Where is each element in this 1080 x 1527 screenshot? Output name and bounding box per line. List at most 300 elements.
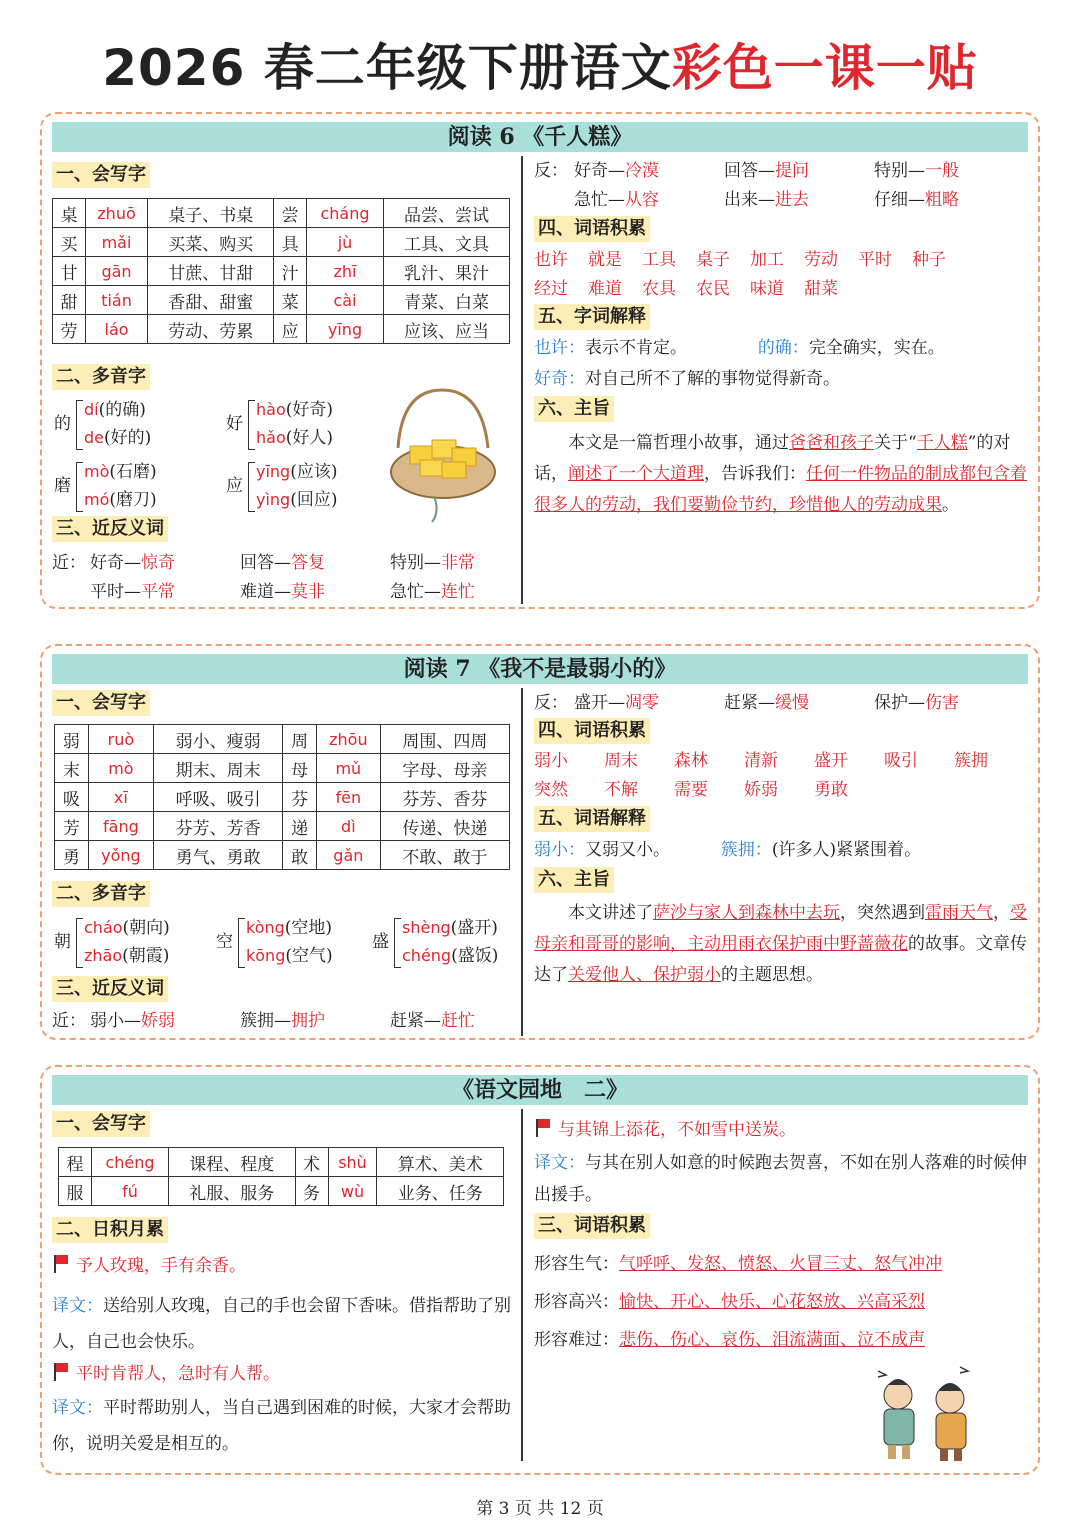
char-cell: 末: [55, 754, 89, 783]
vocab-word: 平时: [858, 250, 892, 270]
word-a: 弱小: [90, 1011, 124, 1031]
lesson-card-1: [40, 112, 1040, 609]
theme-text: 。: [942, 495, 959, 515]
word-pair: [390, 1008, 475, 1034]
example-word: (盛开): [450, 918, 498, 938]
pinyin: hào: [256, 400, 286, 419]
word-b: 平常: [141, 582, 175, 602]
proverb-2-translation: [52, 1390, 512, 1462]
word-b: 凋零: [625, 693, 659, 713]
vocab-word: 清新: [744, 751, 778, 771]
page-footer: 第 3 页 共 12 页: [476, 1499, 604, 1519]
word-a: 特别: [390, 553, 424, 573]
vocab-angry: [534, 1251, 942, 1277]
theme-text: ，突然遇到: [840, 903, 925, 923]
polyphone-reading: [256, 424, 333, 452]
vocab-row-1: [534, 247, 966, 273]
vocab-sad: [534, 1327, 925, 1353]
vocab-word: 弱小: [534, 751, 568, 771]
vocab-label: 形容生气：: [534, 1254, 619, 1274]
pinyin-cell: wù: [328, 1177, 377, 1206]
word-cell: 算术、美术: [377, 1148, 504, 1177]
word-cell: 青菜、白菜: [383, 286, 509, 315]
heading-write: 一、会写字: [52, 1111, 150, 1137]
table-row: [59, 1148, 504, 1177]
word-a: 簇拥: [240, 1011, 274, 1031]
pinyin-cell: zhōu: [316, 725, 380, 754]
table-row: [53, 257, 510, 286]
word-b: 莫非: [291, 582, 325, 602]
char-cell: 周: [283, 725, 317, 754]
table-row: [53, 199, 510, 228]
table-row: [55, 754, 510, 783]
polyphone-reading: [246, 942, 333, 970]
proverb-2: [54, 1361, 280, 1387]
word-cell: 应该、应当: [383, 315, 509, 344]
polyphone-reading: [246, 914, 332, 942]
theme-paragraph: [534, 898, 1028, 991]
dash: —: [758, 190, 775, 210]
vocab-word: 突然: [534, 780, 568, 800]
dash: —: [124, 553, 141, 573]
char-cell: 桌: [53, 199, 86, 228]
vocab-word: 农具: [642, 279, 676, 299]
word-pair: [724, 187, 809, 213]
char-cell: 芬: [283, 783, 317, 812]
dash: —: [274, 553, 291, 573]
polyphone-item: [372, 914, 522, 972]
theme-paragraph: [534, 428, 1028, 521]
vocab-row-1: [534, 748, 1024, 774]
word-cell: 呼吸、吸引: [154, 783, 283, 812]
word-pair: [574, 187, 659, 213]
word-cell: 周围、四周: [380, 725, 509, 754]
word-a: 急忙: [574, 190, 608, 210]
dash: —: [908, 161, 925, 181]
antonym-label: 反：: [534, 161, 568, 181]
pinyin: shèng: [402, 918, 451, 937]
pinyin-cell: xī: [88, 783, 153, 812]
word-b: 缓慢: [775, 693, 809, 713]
children-illustration: [848, 1361, 1008, 1465]
word-cell: 勇气、勇敢: [154, 841, 283, 870]
polyphone-item: [226, 396, 376, 454]
polyphone-char: 应: [226, 476, 243, 496]
vocab-words: 气呼呼、发怒、愤怒、火冒三丈、怒气冲冲: [619, 1254, 942, 1274]
pinyin: mò: [84, 462, 110, 481]
theme-highlight: 受母亲和哥哥的影响，主动用雨衣保护雨中野蔷薇花: [534, 903, 1027, 954]
dash: —: [608, 190, 625, 210]
pinyin: yīng: [256, 462, 291, 481]
word-a: 保护: [874, 693, 908, 713]
char-cell: 具: [274, 228, 307, 257]
theme-highlight: 萨沙与家人到森林中去玩: [653, 903, 840, 923]
example-word: (应该): [290, 462, 338, 482]
theme-highlight: 阐述了一个大道理: [568, 464, 704, 484]
title-black: 2026 春二年级下册语文: [102, 39, 672, 97]
char-cell: 母: [283, 754, 317, 783]
polyphone-reading: [84, 942, 169, 970]
word-pair: [390, 579, 475, 605]
vocab-word: 森林: [674, 751, 708, 771]
vocab-word: 加工: [750, 250, 784, 270]
vocab-word: 工具: [642, 250, 676, 270]
heading-vocab: 四、词语积累: [534, 718, 650, 744]
column-divider: [521, 688, 523, 1036]
section-banner: 《语文园地 二》: [52, 1075, 1028, 1105]
translation-label: 译文：: [534, 1153, 585, 1173]
theme-text: ，告诉我们：: [704, 464, 806, 484]
polyphone-char: 盛: [372, 932, 389, 952]
translation-text: 平时帮助别人，当自己遇到困难的时候，大家才会帮助你，说明关爱是相互的。: [52, 1398, 511, 1454]
explain-term: 簇拥：: [720, 840, 772, 860]
synonym-label: 近：: [52, 553, 86, 573]
dash: —: [608, 693, 625, 713]
pinyin-cell: mò: [88, 754, 153, 783]
word-pair: [390, 550, 475, 576]
word-a: 出来: [724, 190, 758, 210]
explain-text: 完全确实，实在。: [808, 338, 945, 358]
example-word: (盛饭): [451, 946, 499, 966]
table-row: [55, 783, 510, 812]
vocab-word: 勇敢: [814, 780, 848, 800]
pinyin-cell: mǔ: [316, 754, 380, 783]
table-row: [59, 1177, 504, 1206]
word-b: 非常: [441, 553, 475, 573]
write-table: [54, 724, 510, 870]
proverb-text: 与其锦上添花，不如雪中送炭。: [558, 1120, 796, 1140]
word-cell: 乳汁、果汁: [383, 257, 509, 286]
example-word: (朝霞): [122, 946, 170, 966]
dash: —: [758, 693, 775, 713]
translation-text: 与其在别人如意的时候跑去贺喜，不如在别人落难的时候伸出援手。: [534, 1153, 1027, 1205]
word-pair: [574, 158, 659, 184]
heading-theme: 六、主旨: [534, 396, 614, 422]
pinyin: zhāo: [84, 946, 123, 965]
theme-text: 本文讲述了: [568, 903, 653, 923]
word-b: 冷漠: [625, 161, 659, 181]
word-b: 一般: [925, 161, 959, 181]
word-cell: 香甜、甜蜜: [148, 286, 274, 315]
word-pair: [240, 579, 325, 605]
pinyin-cell: fēn: [316, 783, 380, 812]
pinyin: kōng: [246, 946, 286, 965]
polyphone-char: 好: [226, 414, 243, 434]
vocab-words: 悲伤、伤心、哀伤、泪流满面、泣不成声: [619, 1330, 925, 1350]
bracket: [394, 918, 401, 968]
polyphone-item: [54, 396, 204, 454]
char-cell: 汁: [274, 257, 307, 286]
vocab-words: 愉快、开心、快乐、心花怒放、兴高采烈: [619, 1292, 925, 1312]
polyphone-reading: [256, 458, 337, 486]
word-a: 难道: [240, 582, 274, 602]
vocab-word: 簇拥: [954, 751, 988, 771]
flag-icon: [54, 1255, 68, 1273]
bracket: [238, 918, 245, 968]
word-a: 回答: [724, 161, 758, 181]
pinyin: mó: [84, 490, 110, 509]
polyphone-char: 朝: [54, 932, 71, 952]
bracket: [76, 918, 83, 968]
table-row: [53, 228, 510, 257]
example-word: (好人): [285, 428, 333, 448]
polyphone-reading: [256, 486, 337, 514]
dash: —: [424, 553, 441, 573]
word-a: 平时: [90, 582, 124, 602]
word-pair: [240, 1008, 325, 1034]
word-pair: [724, 158, 809, 184]
pinyin-cell: ruò: [88, 725, 153, 754]
heading-polyphone: 二、多音字: [52, 364, 150, 390]
pinyin: yìng: [256, 490, 291, 509]
word-cell: 弱小、瘦弱: [154, 725, 283, 754]
word-pair: [90, 1008, 175, 1034]
dash: —: [608, 161, 625, 181]
explain-text: 表示不肯定。: [585, 338, 687, 358]
example-word: (好奇): [285, 400, 333, 420]
title-red: 彩色一课一贴: [671, 39, 978, 97]
lesson-card-2: [40, 644, 1040, 1040]
word-a: 盛开: [574, 693, 608, 713]
proverb-1: [54, 1253, 246, 1279]
vocab-word: 甜菜: [804, 279, 838, 299]
word-b: 答复: [291, 553, 325, 573]
theme-text: ，: [993, 903, 1010, 923]
char-cell: 递: [283, 812, 317, 841]
word-cell: 课程、程度: [169, 1148, 295, 1177]
dash: —: [124, 1011, 141, 1031]
pinyin: de: [84, 428, 104, 447]
vocab-row-2: [534, 276, 858, 302]
word-a: 好奇: [574, 161, 608, 181]
word-cell: 品尝、尝试: [383, 199, 509, 228]
word-a: 仔细: [874, 190, 908, 210]
word-a: 急忙: [390, 582, 424, 602]
polyphone-reading: [84, 914, 170, 942]
lesson-card-3: [40, 1065, 1040, 1475]
theme-text: ”的对话，: [534, 433, 1011, 484]
vocab-word: 经过: [534, 279, 568, 299]
antonym-label: 反：: [534, 693, 568, 713]
char-cell: 吸: [55, 783, 89, 812]
word-b: 惊奇: [141, 553, 175, 573]
word-pair: [874, 690, 959, 716]
bracket: [248, 400, 255, 450]
vocab-word: 周末: [604, 751, 638, 771]
vocab-word: 不解: [604, 780, 638, 800]
explain-term: 好奇：: [534, 369, 585, 389]
word-pair: [874, 187, 959, 213]
vocab-word: 农民: [696, 279, 730, 299]
pinyin-cell: mǎi: [85, 228, 147, 257]
char-cell: 勇: [55, 841, 89, 870]
theme-highlight: 任何一件物品的制成都包含着很多人的劳动，我们要勤俭节约，珍惜他人的劳动成果: [534, 464, 1027, 515]
char-cell: 应: [274, 315, 307, 344]
section-banner: 阅读 6 《千人糕》: [52, 122, 1028, 152]
synonym-label: 近：: [52, 1011, 86, 1031]
polyphone-reading: [402, 942, 498, 970]
vocab-happy: [534, 1289, 925, 1315]
bracket: [248, 462, 255, 512]
proverb-1-translation: [52, 1288, 512, 1360]
char-cell: 服: [59, 1177, 92, 1206]
example-word: (好的): [104, 428, 152, 448]
heading-vocab: 三、词语积累: [534, 1213, 650, 1239]
pinyin-cell: dì: [316, 812, 380, 841]
char-cell: 菜: [274, 286, 307, 315]
word-b: 连忙: [441, 582, 475, 602]
theme-text: 本文是一篇哲理小故事，通过: [568, 433, 789, 453]
flag-icon: [536, 1119, 550, 1137]
pinyin-cell: cháng: [307, 199, 384, 228]
table-row: [55, 725, 510, 754]
vocab-word: 难道: [588, 279, 622, 299]
proverb-3-translation: [534, 1147, 1030, 1211]
polyphone-reading: [84, 458, 157, 486]
vocab-row-2: [534, 777, 884, 803]
vocab-word: 也许: [534, 250, 568, 270]
example-word: (石磨): [109, 462, 157, 482]
theme-text: 的主题思想。: [721, 965, 823, 985]
word-cell: 业务、任务: [377, 1177, 504, 1206]
char-cell: 甘: [53, 257, 86, 286]
theme-text: 的故事。文章传达了: [534, 934, 1027, 985]
word-b: 拥护: [291, 1011, 325, 1031]
pinyin-cell: fú: [91, 1177, 168, 1206]
word-b: 娇弱: [141, 1011, 175, 1031]
vocab-word: 味道: [750, 279, 784, 299]
explain-term: 弱小：: [534, 840, 585, 860]
dash: —: [124, 582, 141, 602]
word-b: 提问: [775, 161, 809, 181]
pinyin-cell: gān: [85, 257, 147, 286]
word-cell: 不敢、敢于: [380, 841, 509, 870]
translation-text: 送给别人玫瑰，自己的手也会留下香味。借指帮助了别人，自己也会快乐。: [52, 1296, 511, 1352]
heading-vocab: 四、词语积累: [534, 216, 650, 242]
vocab-word: 种子: [912, 250, 946, 270]
column-divider: [521, 156, 523, 604]
pinyin-cell: zhī: [307, 257, 384, 286]
pinyin-cell: fāng: [88, 812, 153, 841]
word-cell: 期末、周末: [154, 754, 283, 783]
word-b: 从容: [625, 190, 659, 210]
polyphone-char: 磨: [54, 476, 71, 496]
char-cell: 弱: [55, 725, 89, 754]
example-word: (回应): [290, 490, 338, 510]
char-cell: 程: [59, 1148, 92, 1177]
theme-highlight: 关爱他人、保护弱小: [568, 965, 721, 985]
word-b: 赶忙: [441, 1011, 475, 1031]
bracket: [76, 462, 83, 512]
write-table: [58, 1147, 504, 1206]
polyphone-reading: [256, 396, 333, 424]
explain-text: 又弱又小。: [585, 840, 670, 860]
explain-text: 对自己所不了解的事物觉得新奇。: [585, 369, 840, 389]
pinyin: chéng: [402, 946, 452, 965]
vocab-word: 娇弱: [744, 780, 778, 800]
word-a: 回答: [240, 553, 274, 573]
heading-daily: 二、日积月累: [52, 1217, 168, 1243]
word-cell: 芬芳、芳香: [154, 812, 283, 841]
proverb-text: 予人玫瑰，手有余香。: [76, 1256, 246, 1276]
vocab-label: 形容难过：: [534, 1330, 619, 1350]
word-pair: [874, 158, 959, 184]
explain-term: 也许：: [534, 338, 585, 358]
char-cell: 甜: [53, 286, 86, 315]
pinyin-cell: shù: [328, 1148, 377, 1177]
column-divider: [521, 1109, 523, 1461]
word-cell: 字母、母亲: [380, 754, 509, 783]
polyphone-char: 空: [216, 932, 233, 952]
word-b: 进去: [775, 190, 809, 210]
flag-icon: [54, 1363, 68, 1381]
vocab-word: 就是: [588, 250, 622, 270]
word-a: 特别: [874, 161, 908, 181]
example-word: (的确): [98, 400, 146, 420]
table-row: [55, 841, 510, 870]
word-cell: 桌子、书桌: [148, 199, 274, 228]
heading-write: 一、会写字: [52, 690, 150, 716]
word-pair: [90, 550, 175, 576]
word-cell: 礼服、服务: [169, 1177, 295, 1206]
table-row: [55, 812, 510, 841]
example-word: (朝向): [122, 918, 170, 938]
pinyin: kòng: [246, 918, 285, 937]
vocab-word: 劳动: [804, 250, 838, 270]
vocab-word: 吸引: [884, 751, 918, 771]
char-cell: 敢: [283, 841, 317, 870]
word-pair: [574, 690, 659, 716]
word-b: 粗略: [925, 190, 959, 210]
vocab-word: 桌子: [696, 250, 730, 270]
dash: —: [908, 190, 925, 210]
word-cell: 工具、文具: [383, 228, 509, 257]
pinyin-cell: yīng: [307, 315, 384, 344]
polyphone-item: [54, 914, 204, 972]
table-row: [53, 286, 510, 315]
theme-highlight: 雷雨天气: [925, 903, 993, 923]
polyphone-item: [226, 458, 376, 516]
heading-write: 一、会写字: [52, 162, 150, 188]
dash: —: [424, 582, 441, 602]
pinyin: hǎo: [256, 428, 286, 447]
explain-row-1: [534, 837, 921, 863]
word-a: 赶紧: [724, 693, 758, 713]
theme-highlight: 千人糕: [916, 433, 968, 453]
polyphone-reading: [84, 396, 146, 424]
char-cell: 劳: [53, 315, 86, 344]
word-a: 赶紧: [390, 1011, 424, 1031]
polyphone-reading: [402, 914, 498, 942]
explain-row-2: [534, 366, 840, 392]
theme-highlight: 爸爸和孩子: [789, 433, 874, 453]
dash: —: [274, 1011, 291, 1031]
word-cell: 芬芳、香芬: [380, 783, 509, 812]
dash: —: [758, 161, 775, 181]
pinyin-cell: tián: [85, 286, 147, 315]
translation-label: 译文：: [52, 1296, 103, 1316]
word-b: 伤害: [925, 693, 959, 713]
dash: —: [274, 582, 291, 602]
char-cell: 芳: [55, 812, 89, 841]
heading-explain: 五、词语解释: [534, 806, 650, 832]
pinyin-cell: zhuō: [85, 199, 147, 228]
pinyin-cell: gǎn: [316, 841, 380, 870]
write-table: [52, 198, 510, 344]
polyphone-char: 的: [54, 414, 71, 434]
vocab-label: 形容高兴：: [534, 1292, 619, 1312]
translation-label: 译文：: [52, 1398, 103, 1418]
